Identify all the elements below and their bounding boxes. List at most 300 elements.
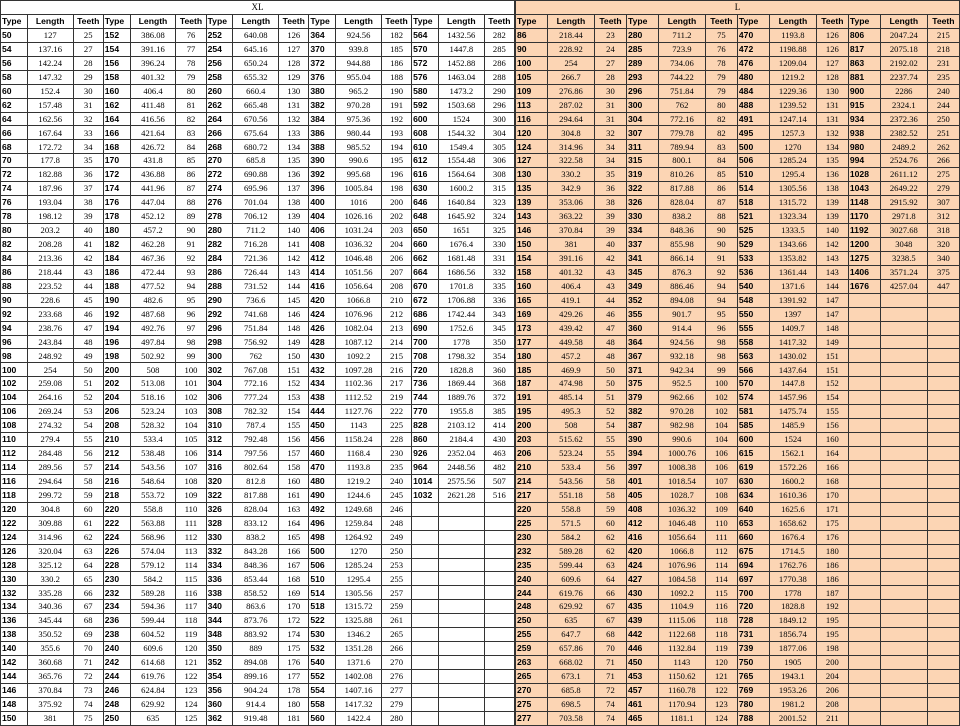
- l-cell-type: 615: [737, 447, 769, 461]
- l-cell-type: 518: [737, 196, 769, 210]
- table-row: [1, 628, 515, 642]
- xl-cell-teeth: 335: [484, 279, 514, 293]
- xl-cell-teeth: [484, 530, 514, 544]
- xl-cell-teeth: 300: [484, 112, 514, 126]
- l-header-length: Length: [769, 14, 816, 28]
- xl-cell-length: 853.44: [233, 572, 279, 586]
- xl-cell-teeth: 304: [484, 126, 514, 140]
- xl-cell-type: 78: [1, 210, 28, 224]
- l-cell-length: 817.88: [658, 182, 705, 196]
- xl-cell-length: [438, 614, 484, 628]
- table-row: [1, 544, 515, 558]
- xl-cell-type: 420: [309, 293, 336, 307]
- l-cell-teeth: 211: [816, 711, 848, 725]
- l-cell-teeth: 115: [705, 586, 737, 600]
- table-row: [1, 349, 515, 363]
- l-cell-type: 934: [848, 112, 880, 126]
- xl-cell-length: 635: [130, 711, 176, 725]
- xl-cell-type: 496: [309, 516, 336, 530]
- xl-cell-type: 514: [309, 586, 336, 600]
- xl-cell-type: 210: [103, 433, 130, 447]
- l-cell-type: [848, 405, 880, 419]
- xl-cell-teeth: 121: [176, 656, 206, 670]
- xl-cell-teeth: 142: [279, 251, 309, 265]
- l-cell-teeth: 90: [705, 237, 737, 251]
- table-row: [1, 56, 515, 70]
- l-cell-length: 1600.2: [769, 474, 816, 488]
- xl-cell-teeth: 152: [279, 377, 309, 391]
- l-cell-type: 915: [848, 98, 880, 112]
- l-cell-type: 177: [516, 335, 548, 349]
- xl-cell-length: 1869.44: [438, 377, 484, 391]
- xl-cell-type: 276: [206, 196, 233, 210]
- l-cell-type: 570: [737, 377, 769, 391]
- xl-cell-length: 1005.84: [336, 182, 382, 196]
- l-cell-type: 248: [516, 600, 548, 614]
- xl-cell-length: [438, 656, 484, 670]
- xl-cell-type: 274: [206, 182, 233, 196]
- l-cell-type: 375: [626, 377, 658, 391]
- l-cell-length: 2382.52: [880, 126, 927, 140]
- xl-cell-teeth: 141: [279, 237, 309, 251]
- l-cell-length: [880, 349, 927, 363]
- l-cell-teeth: 235: [927, 70, 959, 84]
- l-cell-teeth: 58: [594, 474, 626, 488]
- l-cell-length: 855.98: [658, 237, 705, 251]
- l-header-type: Type: [848, 14, 880, 28]
- l-cell-type: [848, 321, 880, 335]
- l-cell-length: 1714.5: [769, 544, 816, 558]
- xl-cell-type: 98: [1, 349, 28, 363]
- l-cell-type: 416: [626, 530, 658, 544]
- xl-cell-teeth: 76: [176, 28, 206, 42]
- xl-cell-length: 2448.56: [438, 460, 484, 474]
- l-cell-length: [880, 293, 927, 307]
- l-cell-type: [848, 502, 880, 516]
- xl-cell-teeth: 45: [73, 293, 103, 307]
- xl-cell-type: [412, 586, 439, 600]
- xl-cell-teeth: 324: [484, 210, 514, 224]
- xl-cell-length: 574.04: [130, 544, 176, 558]
- l-cell-teeth: 122: [705, 683, 737, 697]
- xl-cell-teeth: 117: [176, 600, 206, 614]
- l-cell-length: 779.78: [658, 126, 705, 140]
- l-cell-teeth: 262: [927, 140, 959, 154]
- xl-cell-type: 310: [206, 419, 233, 433]
- l-cell-length: 1485.9: [769, 419, 816, 433]
- l-cell-type: 566: [737, 363, 769, 377]
- l-cell-teeth: 67: [594, 614, 626, 628]
- l-cell-type: 371: [626, 363, 658, 377]
- xl-cell-teeth: 516: [484, 488, 514, 502]
- xl-cell-length: 360.68: [27, 656, 73, 670]
- xl-cell-type: 1032: [412, 488, 439, 502]
- xl-cell-type: 370: [309, 42, 336, 56]
- xl-cell-length: 1640.84: [438, 196, 484, 210]
- l-cell-type: [848, 363, 880, 377]
- xl-cell-type: 700: [412, 335, 439, 349]
- xl-cell-length: 172.72: [27, 140, 73, 154]
- xl-cell-teeth: 81: [176, 98, 206, 112]
- xl-cell-teeth: 47: [73, 321, 103, 335]
- xl-cell-type: 354: [206, 670, 233, 684]
- l-cell-teeth: 44: [594, 293, 626, 307]
- l-cell-type: [848, 600, 880, 614]
- xl-cell-type: 250: [103, 711, 130, 725]
- l-cell-teeth: 318: [927, 224, 959, 238]
- table-row: [516, 70, 960, 84]
- table-row: [516, 683, 960, 697]
- table-row: [516, 224, 960, 238]
- xl-cell-length: [438, 530, 484, 544]
- xl-cell-type: 348: [206, 628, 233, 642]
- l-cell-type: [848, 711, 880, 725]
- table-row: [516, 544, 960, 558]
- l-cell-teeth: 70: [594, 642, 626, 656]
- l-cell-type: 550: [737, 307, 769, 321]
- xl-cell-length: 609.6: [130, 642, 176, 656]
- xl-cell-type: 708: [412, 349, 439, 363]
- xl-cell-type: 158: [103, 70, 130, 84]
- xl-cell-length: 1417.32: [336, 697, 382, 711]
- xl-cell-teeth: 108: [176, 474, 206, 488]
- xl-cell-length: 157.48: [27, 98, 73, 112]
- xl-cell-type: 428: [309, 335, 336, 349]
- xl-cell-length: 1549.4: [438, 140, 484, 154]
- l-cell-teeth: 74: [594, 711, 626, 725]
- xl-cell-type: 202: [103, 377, 130, 391]
- xl-cell-length: [438, 502, 484, 516]
- xl-cell-teeth: 94: [176, 279, 206, 293]
- xl-cell-teeth: 194: [381, 140, 411, 154]
- l-cell-type: [848, 474, 880, 488]
- xl-cell-type: 72: [1, 168, 28, 182]
- xl-cell-length: 1046.48: [336, 251, 382, 265]
- l-cell-type: 1200: [848, 237, 880, 251]
- xl-table-title: XL: [1, 1, 515, 15]
- xl-cell-type: 306: [206, 391, 233, 405]
- xl-cell-type: 218: [103, 488, 130, 502]
- l-cell-type: 660: [737, 530, 769, 544]
- xl-cell-length: 736.6: [233, 293, 279, 307]
- xl-cell-length: 1168.4: [336, 447, 382, 461]
- l-cell-teeth: 176: [816, 530, 848, 544]
- l-cell-type: 420: [626, 544, 658, 558]
- table-row: [516, 182, 960, 196]
- xl-cell-length: 299.72: [27, 488, 73, 502]
- l-cell-length: [880, 530, 927, 544]
- l-cell-teeth: 96: [705, 321, 737, 335]
- xl-cell-length: 127: [27, 28, 73, 42]
- l-cell-length: 1084.58: [658, 572, 705, 586]
- xl-cell-length: 294.64: [27, 474, 73, 488]
- l-cell-type: 548: [737, 293, 769, 307]
- xl-cell-teeth: 74: [73, 697, 103, 711]
- xl-cell-teeth: 276: [381, 670, 411, 684]
- xl-cell-length: 2103.12: [438, 419, 484, 433]
- l-cell-length: 322.58: [548, 154, 595, 168]
- xl-cell-type: 460: [309, 447, 336, 461]
- table-row: [516, 656, 960, 670]
- xl-cell-teeth: 87: [176, 182, 206, 196]
- xl-cell-teeth: 246: [381, 502, 411, 516]
- l-cell-type: 435: [626, 600, 658, 614]
- l-cell-type: 555: [737, 321, 769, 335]
- xl-cell-teeth: 72: [73, 670, 103, 684]
- xl-cell-length: 142.24: [27, 56, 73, 70]
- l-cell-type: 341: [626, 251, 658, 265]
- xl-cell-type: 480: [309, 474, 336, 488]
- xl-cell-length: 375.92: [27, 697, 73, 711]
- xl-cell-length: 787.4: [233, 419, 279, 433]
- l-cell-length: 294.64: [548, 112, 595, 126]
- l-cell-teeth: 62: [594, 530, 626, 544]
- xl-cell-length: 919.48: [233, 711, 279, 725]
- xl-cell-type: 106: [1, 405, 28, 419]
- l-cell-length: [880, 363, 927, 377]
- table-row: [1, 279, 515, 293]
- l-cell-length: 970.28: [658, 405, 705, 419]
- l-cell-teeth: [927, 293, 959, 307]
- xl-cell-teeth: 210: [381, 293, 411, 307]
- xl-cell-length: 2621.28: [438, 488, 484, 502]
- xl-cell-teeth: 32: [73, 112, 103, 126]
- l-cell-length: 734.06: [658, 56, 705, 70]
- l-cell-type: 154: [516, 251, 548, 265]
- l-cell-length: 668.02: [548, 656, 595, 670]
- l-cell-length: 508: [548, 419, 595, 433]
- xl-cell-type: 386: [309, 126, 336, 140]
- xl-cell-teeth: 80: [176, 84, 206, 98]
- xl-cell-teeth: 36: [73, 168, 103, 182]
- xl-cell-teeth: 315: [484, 182, 514, 196]
- xl-cell-length: 289.56: [27, 460, 73, 474]
- xl-cell-teeth: 124: [176, 697, 206, 711]
- l-cell-type: 311: [626, 140, 658, 154]
- xl-cell-teeth: 84: [176, 140, 206, 154]
- xl-cell-teeth: 216: [381, 363, 411, 377]
- l-cell-teeth: 118: [705, 614, 737, 628]
- xl-cell-length: 198.12: [27, 210, 73, 224]
- xl-cell-length: 528.32: [130, 419, 176, 433]
- xl-cell-type: 322: [206, 488, 233, 502]
- l-cell-teeth: 85: [705, 168, 737, 182]
- l-cell-teeth: 119: [705, 642, 737, 656]
- table-row: [516, 405, 960, 419]
- l-cell-teeth: 160: [816, 433, 848, 447]
- l-cell-length: 523.24: [548, 447, 595, 461]
- xl-cell-teeth: 270: [381, 656, 411, 670]
- xl-cell-length: 1742.44: [438, 307, 484, 321]
- xl-cell-type: 58: [1, 70, 28, 84]
- xl-cell-teeth: 306: [484, 154, 514, 168]
- table-row: [1, 572, 515, 586]
- l-header-length: Length: [658, 14, 705, 28]
- l-cell-type: 980: [848, 140, 880, 154]
- xl-cell-length: 802.64: [233, 460, 279, 474]
- l-cell-type: 187: [516, 377, 548, 391]
- l-cell-teeth: 83: [705, 140, 737, 154]
- xl-cell-teeth: 248: [381, 516, 411, 530]
- l-cell-length: 1610.36: [769, 488, 816, 502]
- xl-cell-length: 502.92: [130, 349, 176, 363]
- table-row: [516, 711, 960, 725]
- xl-cell-length: 904.24: [233, 683, 279, 697]
- table-row: [1, 70, 515, 84]
- l-cell-type: 349: [626, 279, 658, 293]
- l-cell-type: 461: [626, 697, 658, 711]
- xl-cell-length: 381: [27, 711, 73, 725]
- l-cell-teeth: 156: [816, 419, 848, 433]
- l-cell-type: 100: [516, 56, 548, 70]
- xl-cell-teeth: 149: [279, 335, 309, 349]
- l-cell-length: 1457.96: [769, 391, 816, 405]
- l-cell-teeth: 72: [594, 683, 626, 697]
- xl-cell-teeth: 118: [176, 614, 206, 628]
- xl-cell-type: 304: [206, 377, 233, 391]
- xl-cell-length: [438, 711, 484, 725]
- l-cell-type: 728: [737, 614, 769, 628]
- l-cell-type: 240: [516, 572, 548, 586]
- xl-cell-teeth: 245: [381, 488, 411, 502]
- xl-cell-length: 594.36: [130, 600, 176, 614]
- xl-cell-length: 1143: [336, 419, 382, 433]
- l-cell-teeth: 43: [594, 279, 626, 293]
- xl-cell-length: 228.6: [27, 293, 73, 307]
- l-cell-length: 1475.74: [769, 405, 816, 419]
- xl-cell-length: 670.56: [233, 112, 279, 126]
- xl-cell-teeth: 507: [484, 474, 514, 488]
- table-row: [516, 600, 960, 614]
- xl-cell-teeth: 59: [73, 488, 103, 502]
- l-cell-teeth: 375: [927, 265, 959, 279]
- l-cell-teeth: 31: [594, 112, 626, 126]
- l-cell-teeth: [927, 377, 959, 391]
- l-table-body: [516, 28, 960, 725]
- l-cell-teeth: 74: [594, 697, 626, 711]
- l-cell-teeth: [927, 391, 959, 405]
- l-cell-teeth: [927, 628, 959, 642]
- l-cell-teeth: 112: [705, 544, 737, 558]
- xl-cell-teeth: [484, 558, 514, 572]
- xl-cell-length: 685.8: [233, 154, 279, 168]
- xl-cell-type: 338: [206, 586, 233, 600]
- table-row: [1, 321, 515, 335]
- xl-cell-length: 1076.96: [336, 307, 382, 321]
- xl-cell-type: 646: [412, 196, 439, 210]
- l-cell-length: 2649.22: [880, 182, 927, 196]
- l-cell-teeth: 79: [705, 70, 737, 84]
- l-header-length: Length: [548, 14, 595, 28]
- l-cell-length: 1333.5: [769, 224, 816, 238]
- l-cell-type: 938: [848, 126, 880, 140]
- l-cell-type: 1148: [848, 196, 880, 210]
- xl-cell-teeth: 103: [176, 405, 206, 419]
- l-cell-teeth: 140: [816, 224, 848, 238]
- xl-cell-teeth: 48: [73, 335, 103, 349]
- l-cell-type: 453: [626, 670, 658, 684]
- xl-cell-length: 1402.08: [336, 670, 382, 684]
- xl-cell-length: 497.84: [130, 335, 176, 349]
- xl-cell-length: 264.16: [27, 391, 73, 405]
- xl-cell-teeth: [484, 656, 514, 670]
- xl-cell-type: 288: [206, 279, 233, 293]
- l-cell-teeth: 198: [816, 642, 848, 656]
- l-cell-length: 1562.1: [769, 447, 816, 461]
- xl-cell-type: 312: [206, 433, 233, 447]
- l-cell-type: 90: [516, 42, 548, 56]
- xl-cell-type: 266: [206, 126, 233, 140]
- xl-cell-teeth: 331: [484, 251, 514, 265]
- xl-cell-teeth: 206: [381, 251, 411, 265]
- table-row: [1, 224, 515, 238]
- l-cell-teeth: 48: [594, 349, 626, 363]
- xl-cell-teeth: 129: [279, 70, 309, 84]
- l-cell-length: 1323.34: [769, 210, 816, 224]
- l-cell-length: 599.44: [548, 558, 595, 572]
- xl-cell-length: 848.36: [233, 558, 279, 572]
- l-cell-teeth: 144: [816, 279, 848, 293]
- l-cell-type: 430: [626, 586, 658, 600]
- xl-cell-length: 1564.64: [438, 168, 484, 182]
- xl-cell-type: 376: [309, 70, 336, 84]
- l-cell-length: 1353.82: [769, 251, 816, 265]
- xl-cell-length: 995.68: [336, 168, 382, 182]
- xl-cell-teeth: 172: [279, 614, 309, 628]
- l-cell-length: 1305.56: [769, 182, 816, 196]
- table-row: [1, 474, 515, 488]
- xl-cell-length: 706.12: [233, 210, 279, 224]
- xl-cell-type: 64: [1, 112, 28, 126]
- l-cell-teeth: 94: [705, 279, 737, 293]
- l-cell-type: 165: [516, 293, 548, 307]
- l-cell-teeth: 71: [594, 656, 626, 670]
- l-cell-type: 230: [516, 530, 548, 544]
- xl-cell-type: 62: [1, 98, 28, 112]
- xl-cell-type: 132: [1, 586, 28, 600]
- xl-cell-type: 612: [412, 154, 439, 168]
- table-row: [1, 182, 515, 196]
- xl-cell-teeth: 167: [279, 558, 309, 572]
- xl-cell-length: 1651: [438, 224, 484, 238]
- xl-cell-type: 492: [309, 502, 336, 516]
- xl-cell-length: 462.28: [130, 237, 176, 251]
- xl-cell-type: 134: [1, 600, 28, 614]
- l-cell-type: 533: [737, 251, 769, 265]
- xl-cell-teeth: 144: [279, 279, 309, 293]
- l-cell-teeth: 121: [705, 670, 737, 684]
- xl-cell-length: 436.88: [130, 168, 176, 182]
- l-cell-teeth: 118: [705, 628, 737, 642]
- l-cell-type: 720: [737, 600, 769, 614]
- l-cell-type: 397: [626, 460, 658, 474]
- xl-cell-length: 254: [27, 363, 73, 377]
- xl-cell-type: 60: [1, 84, 28, 98]
- l-cell-length: 2001.52: [769, 711, 816, 725]
- l-cell-length: [880, 516, 927, 530]
- l-cell-teeth: 120: [705, 656, 737, 670]
- xl-cell-length: 523.24: [130, 405, 176, 419]
- l-cell-length: [880, 544, 927, 558]
- l-cell-teeth: 31: [594, 98, 626, 112]
- xl-cell-teeth: 63: [73, 544, 103, 558]
- xl-cell-length: 1264.92: [336, 530, 382, 544]
- xl-cell-teeth: 157: [279, 447, 309, 461]
- l-cell-type: 788: [737, 711, 769, 725]
- xl-cell-length: [438, 697, 484, 711]
- l-cell-type: 1028: [848, 168, 880, 182]
- l-cell-type: 1170: [848, 210, 880, 224]
